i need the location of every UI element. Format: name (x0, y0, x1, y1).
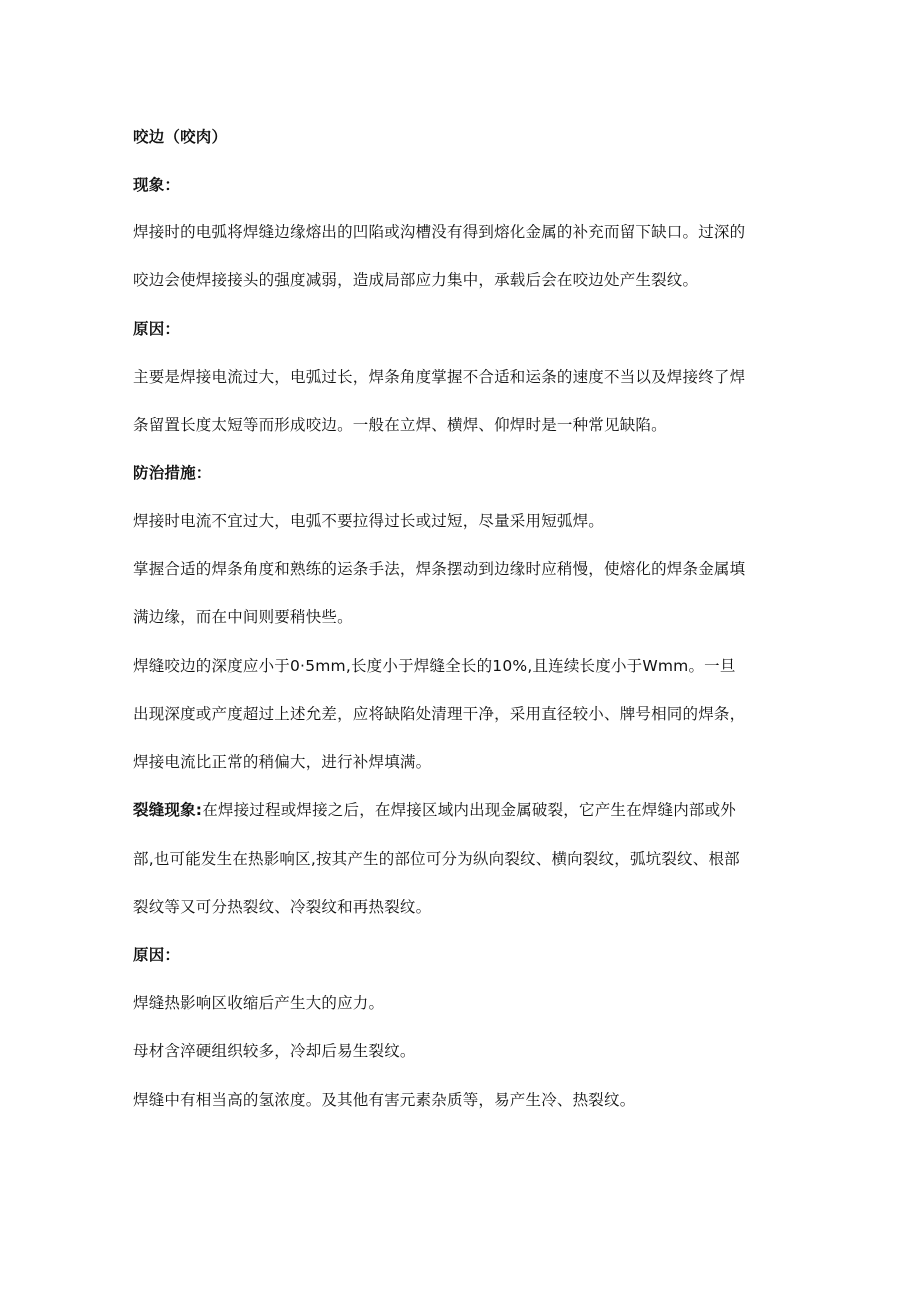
paragraph-line: 焊缝热影响区收缩后产生大的应力。 (133, 994, 385, 1012)
section-title: 咬边（咬肉） (133, 128, 228, 146)
paragraph-line: 焊缝中有相当高的氢浓度。及其他有害元素杂质等，易产生冷、热裂纹。 (133, 1091, 636, 1109)
paragraph-text: 在焊接过程或焊接之后，在焊接区域内出现金属破裂，它产生在焊缝内部或外 (202, 801, 737, 819)
paragraph-line: 部,也可能发生在热影响区,按其产生的部位可分为纵向裂纹、横向裂纹，弧坑裂纹、根部 (133, 850, 740, 868)
paragraph-line: 出现深度或产度超过上述允差，应将缺陷处清理干净，采用直径较小、牌号相同的焊条， (133, 705, 746, 723)
paragraph-line: 焊接时电流不宜过大，电弧不要拉得过长或过短，尽量采用短弧焊。 (133, 512, 605, 530)
paragraph-line: 条留置长度太短等而形成咬边。一般在立焊、横焊、仰焊时是一种常见缺陷。 (133, 416, 667, 434)
paragraph-line (133, 799, 736, 821)
heading-cause: 原因： (133, 320, 181, 338)
paragraph-line: 焊缝咬边的深度应小于0·5mm,长度小于焊缝全长的10%,且连续长度小于Wmm。一旦 (133, 657, 736, 675)
heading-phenomenon: 现象： (133, 176, 181, 194)
paragraph-line: 焊接时的电弧将焊缝边缘熔出的凹陷或沟槽没有得到熔化金属的补充而留下缺口。过深的 (133, 223, 746, 241)
paragraph-line: 裂纹等又可分热裂纹、冷裂纹和再热裂纹。 (133, 898, 432, 916)
paragraph-line: 满边缘，而在中间则要稍快些。 (133, 608, 353, 626)
heading-cause-2: 原因： (133, 946, 181, 964)
paragraph-line: 主要是焊接电流过大，电弧过长，焊条角度掌握不合适和运条的速度不当以及焊接终了焊 (133, 368, 746, 386)
paragraph-line: 掌握合适的焊条角度和熟练的运条手法，焊条摆动到边缘时应稍慢，使熔化的焊条金属填 (133, 560, 746, 578)
heading-prevention: 防治措施： (133, 464, 212, 482)
paragraph-line: 母材含淬硬组织较多，冷却后易生裂纹。 (133, 1042, 416, 1060)
paragraph-line: 焊接电流比正常的稍偏大，进行补焊填满。 (133, 753, 432, 771)
paragraph-line: 咬边会使焊接接头的强度减弱，造成局部应力集中，承载后会在咬边处产生裂纹。 (133, 271, 699, 289)
crack-phenomenon-label: 裂缝现象: (133, 801, 203, 819)
